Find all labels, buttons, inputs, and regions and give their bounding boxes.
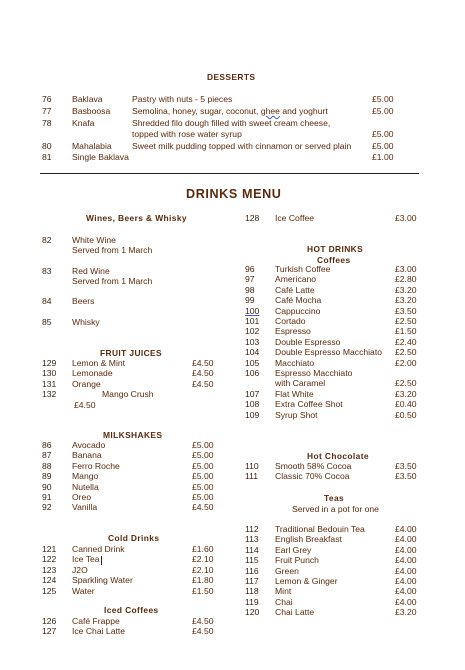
item-number: 122 (42, 554, 57, 565)
item-price: £4.50 (192, 616, 214, 626)
item-number: 126 (42, 616, 57, 626)
item-name: Earl Grey (275, 544, 312, 555)
item-number: 116 (245, 565, 259, 576)
item-name: Lemon & Ginger (275, 576, 338, 586)
iced-coffees-heading: Iced Coffees (104, 605, 159, 615)
item-name: Red Wine (72, 266, 110, 276)
item-price: £1.80 (192, 575, 214, 586)
hot-chocolate-heading: Hot Chocolate (307, 451, 369, 461)
item-name: Ice Tea (72, 554, 100, 565)
item-name: J2O (72, 564, 88, 575)
item-name: Flat White (275, 388, 314, 399)
item-number: 124 (42, 575, 57, 586)
item-name: Turkish Coffee (275, 264, 331, 274)
item-name: Green (275, 565, 299, 576)
item-name: Macchiato (275, 357, 315, 368)
item-name: Basboosa (72, 106, 111, 116)
item-price: £5.00 (192, 440, 214, 450)
item-number: 99 (245, 295, 255, 306)
item-number: 102 (245, 326, 260, 337)
item-name: Vanilla (72, 502, 98, 513)
item-price: £5.00 (372, 141, 394, 151)
item-name: Café Mocha (275, 295, 322, 306)
item-name: Classic 70% Cocoa (275, 471, 350, 482)
item-price: £0.50 (395, 409, 417, 420)
item-number: 86 (42, 440, 52, 450)
item-number: 85 (42, 317, 52, 327)
item-number: 100 (245, 305, 260, 316)
item-price: £5.00 (192, 492, 214, 502)
item-number: 98 (245, 284, 255, 295)
item-price: £1.60 (192, 544, 214, 554)
item-price: £2.40 (395, 336, 417, 347)
item-price: £1.50 (192, 585, 214, 596)
item-price: £5.00 (372, 106, 394, 116)
text-cursor (101, 556, 102, 565)
item-number: 113 (245, 534, 259, 545)
item-number: 111 (245, 471, 259, 482)
item-number: 97 (245, 274, 255, 285)
item-price: £4.50 (192, 502, 214, 513)
item-note: Served from 1 March (72, 245, 153, 255)
item-description: Shredded filo dough filled with sweet cream cheese, (132, 118, 331, 128)
item-number: 112 (245, 524, 259, 534)
item-name: English Breakfast (275, 534, 342, 545)
section-divider (40, 173, 419, 174)
item-price: £0.40 (395, 399, 417, 410)
item-price: £5.00 (192, 471, 214, 482)
item-name: Single Baklava (72, 152, 129, 162)
item-price: £5.00 (192, 481, 214, 492)
spellcheck-mark: ghee (260, 106, 280, 116)
item-price: £1.50 (395, 326, 417, 337)
item-number: 82 (42, 235, 52, 245)
item-name: Knafa (72, 118, 95, 128)
item-price: £2.50 (395, 378, 417, 389)
item-name: Mango (72, 471, 99, 482)
item-description: Sweet milk pudding topped with cinnamon or served plain (132, 141, 352, 151)
item-name: Extra Coffee Shot (275, 399, 343, 410)
item-name: Double Espresso Macchiato (275, 347, 382, 358)
item-name: Cortado (275, 316, 306, 326)
item-name: Smooth 58% Cocoa (275, 461, 352, 471)
item-number: 108 (245, 399, 260, 410)
item-price: £5.00 (372, 94, 394, 104)
item-price: £3.20 (395, 284, 417, 295)
item-number: 107 (245, 388, 260, 399)
item-name: White Wine (72, 235, 116, 245)
item-name: Avocado (72, 440, 106, 450)
item-price: £3.00 (395, 213, 417, 223)
item-name: Traditional Bedouin Tea (275, 524, 365, 534)
item-name: Mint (275, 586, 292, 597)
item-number: 121 (42, 544, 57, 554)
teas-heading: Teas (324, 493, 345, 503)
item-price: £3.50 (395, 461, 417, 471)
item-number: 103 (245, 336, 260, 347)
item-number: 104 (245, 347, 260, 358)
item-price: £4.00 (395, 524, 417, 534)
item-price: £3.20 (395, 388, 417, 399)
item-price: £3.00 (395, 264, 417, 274)
item-number: 130 (42, 368, 57, 379)
item-name: Oreo (72, 492, 92, 502)
item-price: £4.50 (192, 626, 214, 637)
item-name: Orange (72, 378, 101, 389)
item-name-line2: with Caramel (275, 378, 326, 389)
item-name: Nutella (72, 481, 99, 492)
item-price: £4.00 (395, 586, 417, 597)
item-price: £3.20 (395, 607, 417, 618)
item-number: 127 (42, 626, 57, 637)
item-price: £3.50 (395, 305, 417, 316)
item-number: 132 (42, 389, 57, 400)
item-name: Water (72, 585, 95, 596)
item-name: Beers (72, 296, 95, 306)
item-number: 129 (42, 358, 57, 368)
juices-heading: FRUIT JUICES (100, 348, 163, 358)
teas-subheading: Served in a pot for one (292, 504, 379, 514)
item-number: 89 (42, 471, 52, 482)
item-name: Baklava (72, 94, 103, 104)
item-number: 77 (42, 106, 52, 116)
item-name: Mango Crush (102, 389, 154, 400)
item-name: Canned Drink (72, 544, 125, 554)
item-name: Mahalabia (72, 141, 112, 151)
item-name: Lemonade (72, 368, 113, 379)
item-number: 90 (42, 481, 52, 492)
item-name: Fruit Punch (275, 555, 319, 566)
item-note: Served from 1 March (72, 276, 153, 286)
item-price: £4.00 (395, 544, 417, 555)
item-price: £4.50 (192, 378, 214, 389)
item-price: £4.50 (192, 358, 214, 368)
item-price: £5.00 (192, 460, 214, 471)
item-number: 120 (245, 607, 260, 618)
item-price: £2.50 (395, 347, 417, 358)
hot-drinks-heading: HOT DRINKS (307, 244, 364, 254)
coffees-subheading: Coffees (317, 255, 351, 265)
item-price: £1.00 (372, 152, 394, 162)
item-number: 119 (245, 596, 259, 607)
item-price: £3.50 (395, 471, 417, 482)
item-name: Ice Coffee (275, 213, 315, 223)
item-number: 83 (42, 266, 52, 276)
item-number: 76 (42, 94, 52, 104)
item-number: 78 (42, 118, 52, 128)
item-name: Chai (275, 596, 293, 607)
item-name: Whisky (72, 317, 100, 327)
milkshakes-heading: MILKSHAKES (103, 430, 163, 440)
item-number: 118 (245, 586, 259, 597)
item-number: 123 (42, 564, 57, 575)
item-price: £4.00 (395, 576, 417, 586)
item-name: Espresso Macchiato (275, 368, 353, 378)
item-description: Pastry with nuts - 5 pieces (132, 94, 233, 104)
item-number: 117 (245, 576, 259, 586)
item-number: 88 (42, 460, 52, 471)
item-number: 114 (245, 544, 259, 555)
item-name: Sparkling Water (72, 575, 133, 586)
item-price: £5.00 (372, 129, 394, 139)
drinks-menu-title: DRINKS MENU (186, 187, 282, 201)
item-price: £4.50 (192, 368, 214, 379)
item-name: Americano (275, 274, 317, 285)
item-number: 84 (42, 296, 52, 306)
item-price: £2.00 (395, 357, 417, 368)
item-price: £2.80 (395, 274, 417, 285)
item-name: Double Espresso (275, 336, 341, 347)
item-number: 131 (42, 378, 57, 389)
item-number: 80 (42, 141, 52, 151)
item-number: 91 (42, 492, 52, 502)
item-price: £5.00 (192, 450, 214, 461)
item-name: Lemon & Mint (72, 358, 126, 368)
item-price: £4.00 (395, 596, 417, 607)
item-name: Café Latte (275, 284, 315, 295)
item-number: 81 (42, 152, 52, 162)
item-name: Espresso (275, 326, 311, 337)
item-price: £4.00 (395, 565, 417, 576)
item-price: £3.20 (395, 295, 417, 306)
item-number: 101 (245, 316, 260, 326)
item-price: £2.10 (192, 554, 214, 565)
item-price: £2.10 (192, 564, 214, 575)
item-number: 125 (42, 585, 57, 596)
item-price: £4.50 (74, 399, 96, 410)
item-number: 105 (245, 357, 260, 368)
wines-heading: Wines, Beers & Whisky (86, 213, 187, 223)
item-name: Chai Latte (275, 607, 315, 618)
item-number: 96 (245, 264, 255, 274)
item-number: 109 (245, 409, 260, 420)
item-name: Café Frappe (72, 616, 120, 626)
item-description-line2: topped with rose water syrup (132, 129, 242, 139)
item-number: 87 (42, 450, 52, 461)
item-number: 92 (42, 502, 52, 513)
cold-drinks-heading: Cold Drinks (108, 533, 160, 543)
item-name: Banana (72, 450, 102, 461)
item-description: Semolina, honey, sugar, coconut, ghee and yoghurt (132, 106, 328, 116)
item-price: £4.00 (395, 555, 417, 566)
item-name: Ice Chai Latte (72, 626, 126, 637)
item-number: 106 (245, 368, 260, 378)
item-number: 110 (245, 461, 259, 471)
item-price: £2.50 (395, 316, 417, 326)
item-name: Ferro Roche (72, 460, 120, 471)
desserts-heading: DESSERTS (207, 72, 256, 82)
item-number: 115 (245, 555, 259, 566)
item-price: £4.00 (395, 534, 417, 545)
item-name: Syrup Shot (275, 409, 318, 420)
item-name: Cappuccino (275, 305, 321, 316)
item-number: 128 (245, 213, 260, 223)
